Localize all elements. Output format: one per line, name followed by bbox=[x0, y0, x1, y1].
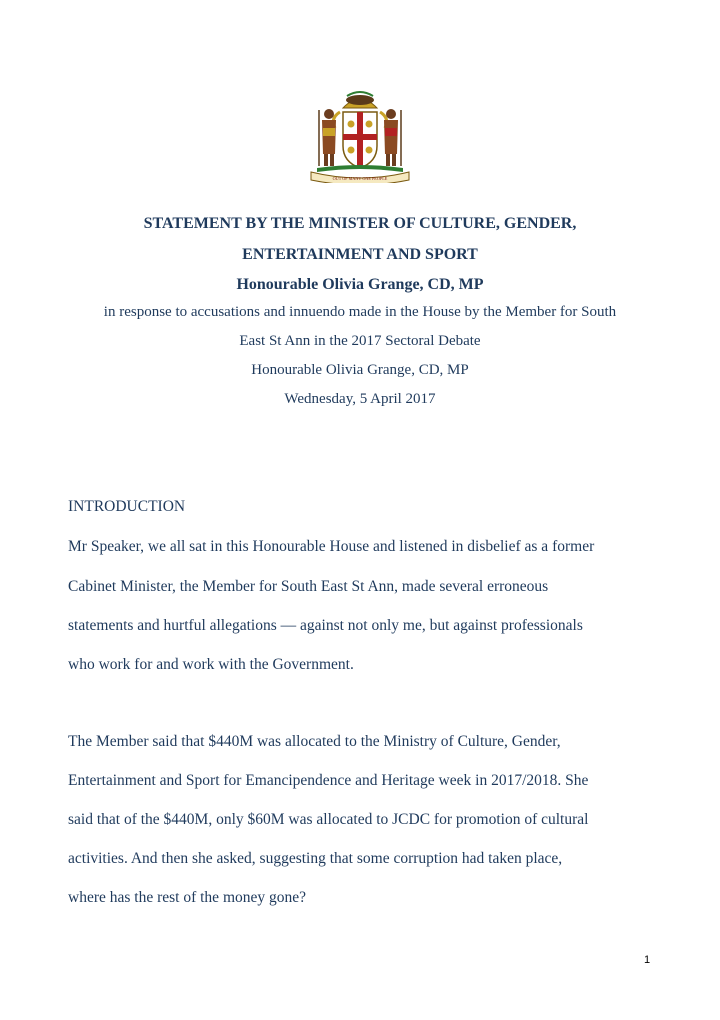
speaker-name-bold: Honourable Olivia Grange, CD, MP bbox=[236, 276, 484, 293]
paragraph-line: who work for and work with the Government. bbox=[68, 656, 354, 673]
paragraph-line: Entertainment and Sport for Emancipendence and Heritage week in 2017/2018. She bbox=[68, 772, 589, 789]
speaker-name: Honourable Olivia Grange, CD, MP bbox=[251, 362, 469, 378]
title-line-1: STATEMENT BY THE MINISTER OF CULTURE, GENDER, bbox=[143, 215, 577, 232]
title-line-2: ENTERTAINMENT AND SPORT bbox=[242, 246, 478, 263]
context-line-1: in response to accusations and innuendo made in the House by the Member for South bbox=[103, 304, 617, 320]
paragraph-line: The Member said that $440M was allocated to the Ministry of Culture, Gender, bbox=[68, 733, 561, 750]
paragraph-line: Cabinet Minister, the Member for South East St Ann, made several erroneous bbox=[68, 578, 549, 595]
paragraph-line: activities. And then she asked, suggesting that some corruption had taken place, bbox=[68, 850, 563, 867]
paragraph-line: said that of the $440M, only $60M was allocated to JCDC for promotion of cultural bbox=[68, 811, 589, 828]
svg-text:OUT OF MANY ONE PEOPLE: OUT OF MANY ONE PEOPLE bbox=[332, 176, 388, 181]
context-line-2: East St Ann in the 2017 Sectoral Debate bbox=[239, 333, 481, 349]
paragraph-line: Mr Speaker, we all sat in this Honourable House and listened in disbelief as a former bbox=[68, 538, 595, 555]
page-number: 1 bbox=[644, 954, 651, 966]
statement-date: Wednesday, 5 April 2017 bbox=[284, 391, 436, 407]
paragraph-line: where has the rest of the money gone? bbox=[68, 889, 307, 906]
section-heading: INTRODUCTION bbox=[68, 498, 186, 515]
coat-of-arms-icon bbox=[305, 88, 415, 183]
paragraph-line: statements and hurtful allegations — against not only me, but against professionals bbox=[68, 617, 583, 634]
